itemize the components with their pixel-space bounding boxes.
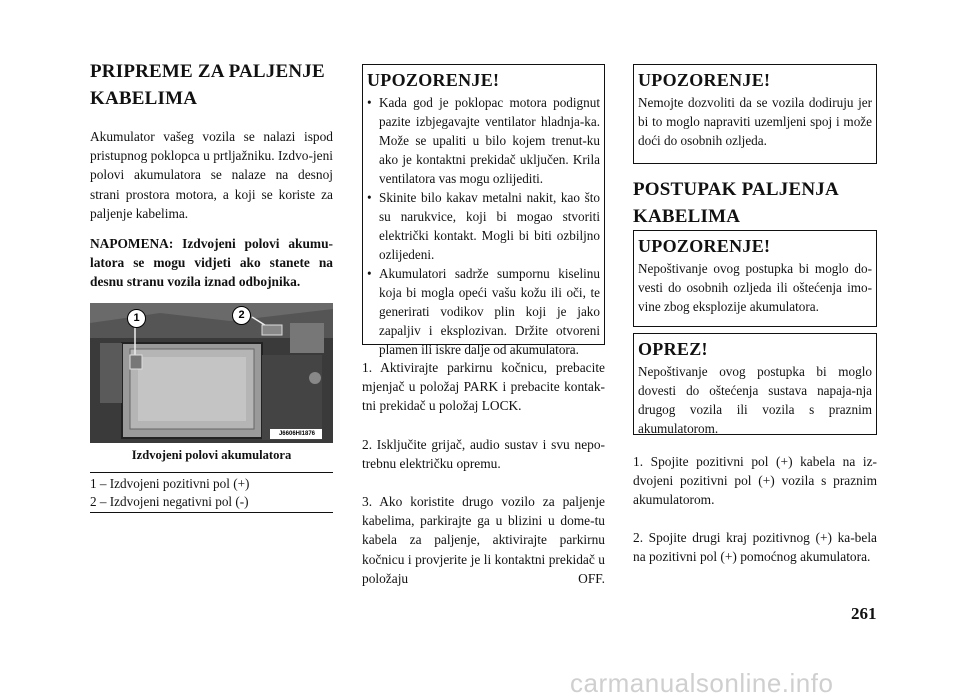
figure-caption: Izdvojeni polovi akumulatora xyxy=(131,448,292,462)
warning-title: UPOZORENJE! xyxy=(638,70,771,90)
callout-1: 1 xyxy=(127,309,146,328)
callout-2: 2 xyxy=(232,306,251,325)
step-paragraph: 2. Isključite grijač, audio sustav i svu nepo-trebnu električku opremu. xyxy=(362,437,605,472)
step-paragraph: 1. Aktivirajte parkirnu kočnicu, prebacite mjenjač u položaj PARK i prebacite kontak-tni prekidač u položaj LOCK. xyxy=(362,360,605,414)
legend-item: 2 – Izdvojeni negativni pol (-) xyxy=(90,494,249,509)
warning-title: UPOZORENJE! xyxy=(638,236,771,256)
warning-list xyxy=(367,93,600,359)
warning-item: • Akumulatori sadrže sumpornu kiselinu koja bi mogla opeći vašu kožu ili oči, te generirati vodikov plin koji je jako zapaljiv i eksplozivan. Držite otvoreni plamen ili iskre dalje od akumulatora. xyxy=(367,264,600,359)
watermark: carmanualsonline.info xyxy=(570,668,834,698)
intro-paragraph: Akumulator vašeg vozila se nalazi ispod pristupnog poklopca u prtljažniku. Izdvo-jeni polovi akumulatora se nalaze na desnoj strani prostora motora, a koji se koriste za paljenje kabelima. xyxy=(90,129,333,221)
page-number: 261 xyxy=(851,604,877,623)
warning-text: Nepoštivanje ovog postupka bi moglo do-vesti do osobnih ozljeda ili oštećenja imo-vine zbog eksplozije akumulatora. xyxy=(638,261,872,314)
step-paragraph: 1. Spojite pozitivni pol (+) kabela na iz-dvojeni pozitivni pol (+) vozila s praznim akumulatorom. xyxy=(633,454,877,508)
caution-box xyxy=(633,333,877,435)
warning-title: UPOZORENJE! xyxy=(367,70,500,90)
warning-item: • Kada god je poklopac motora podignut pazite izbjegavajte ventilator hladnja-ka. Može se upaliti u bilo kojem trenut-ku ako je kontaktni prekidač uključen. Krila ventilatora vas mogu ozlijediti. xyxy=(367,93,600,188)
caution-title: OPREZ! xyxy=(638,339,708,359)
battery-terminals-figure xyxy=(90,303,333,443)
step-paragraph: 2. Spojite drugi kraj pozitivnog (+) ka-bela na pozitivni pol (+) pomoćnog akumulatora. xyxy=(633,530,877,565)
legend-item: 1 – Izdvojeni pozitivni pol (+) xyxy=(90,476,250,491)
warning-box-procedure xyxy=(633,230,877,327)
warning-item: • Skinite bilo kakav metalni nakit, kao što su narukvice, koji bi mogao stvoriti električki kontakt. Mogli bi biti ozbiljno ozlijedeni. xyxy=(367,188,600,264)
figure-code: J6606HI1876 xyxy=(278,431,316,437)
warning-box-fan xyxy=(362,64,605,357)
figure-legend xyxy=(90,472,333,513)
warning-box-contact xyxy=(633,64,877,164)
battery-photo-illustration xyxy=(90,303,333,443)
section-heading-procedure: POSTUPAK PALJENJA KABELIMA xyxy=(633,179,839,227)
note-paragraph: NAPOMENA: Izdvojeni polovi akumu-latora se mogu vidjeti ako stanete na desnu stranu vozila iznad odbojnika. xyxy=(90,236,333,290)
step-paragraph: 3. Ako koristite drugo vozilo za paljenje kabelima, parkirajte ga u blizini u dome-tu kabela za paljenje, aktivirajte parkirnu kočnicu i provjerite je li kontaktni prekidač u položaju OFF. xyxy=(362,494,605,586)
caution-text: Nepoštivanje ovog postupka bi moglo dovesti do oštećenja sustava napaja-nja drugog vozila ili vozila s praznim akumulatorom. xyxy=(638,364,872,436)
section-heading-preparation: PRIPREME ZA PALJENJE KABELIMA xyxy=(90,61,325,109)
warning-text: Nemojte dozvoliti da se vozila dodiruju jer bi to moglo napraviti uzemljeni spoj i može doći do osobnih ozljeda. xyxy=(638,95,872,148)
